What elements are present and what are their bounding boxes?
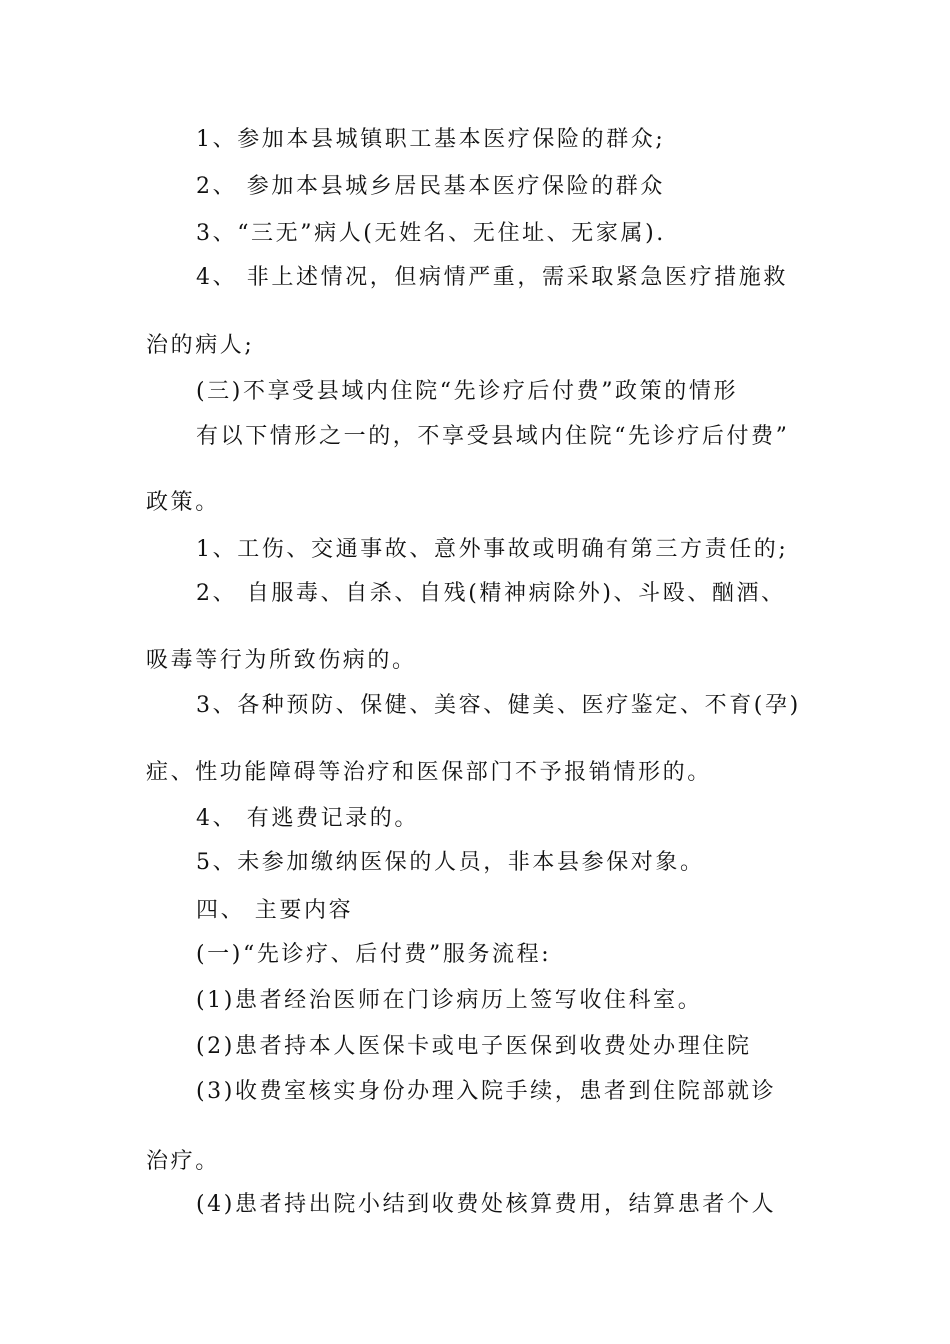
paragraph-line-12: 3、各种预防、保健、美容、健美、医疗鉴定、不育(孕) xyxy=(196,693,801,718)
paragraph-line-8: 政策。 xyxy=(146,490,220,515)
paragraph-line-18: (1)患者经治医师在门诊病历上签写收住科室。 xyxy=(196,988,703,1013)
paragraph-line-5: 治的病人; xyxy=(146,333,255,358)
paragraph-line-4: 4、 非上述情况，但病情严重，需采取紧急医疗措施救 xyxy=(196,265,788,290)
paragraph-line-11: 吸毒等行为所致伤病的。 xyxy=(146,648,417,673)
paragraph-line-10: 2、 自服毒、自杀、自残(精神病除外)、斗殴、酗酒、 xyxy=(196,581,786,606)
section-heading-3: (三)不享受县域内住院“先诊疗后付费”政策的情形 xyxy=(196,379,739,404)
paragraph-line-15: 5、未参加缴纳医保的人员，非本县参保对象。 xyxy=(196,850,705,875)
paragraph-line-1: 1、参加本县城镇职工基本医疗保险的群众; xyxy=(196,127,666,152)
paragraph-line-7: 有以下情形之一的，不享受县域内住院“先诊疗后付费” xyxy=(196,424,790,449)
paragraph-line-3: 3、“三无”病人(无姓名、无住址、无家属). xyxy=(196,221,666,246)
paragraph-line-22: (4)患者持出院小结到收费处核算费用，结算患者个人 xyxy=(196,1192,777,1217)
paragraph-line-2: 2、 参加本县城乡居民基本医疗保险的群众 xyxy=(196,174,665,199)
paragraph-line-20: (3)收费室核实身份办理入院手续，患者到住院部就诊 xyxy=(196,1079,777,1104)
paragraph-line-21: 治疗。 xyxy=(146,1149,220,1174)
paragraph-line-19: (2)患者持本人医保卡或电子医保到收费处办理住院 xyxy=(196,1034,752,1059)
paragraph-line-14: 4、 有逃费记录的。 xyxy=(196,806,419,831)
paragraph-line-9: 1、工伤、交通事故、意外事故或明确有第三方责任的; xyxy=(196,537,789,562)
paragraph-line-13: 症、性功能障碍等治疗和医保部门不予报销情形的。 xyxy=(146,760,712,785)
section-heading-4: 四、 主要内容 xyxy=(196,898,354,923)
subsection-heading-1: (一)“先诊疗、后付费”服务流程: xyxy=(196,942,552,967)
